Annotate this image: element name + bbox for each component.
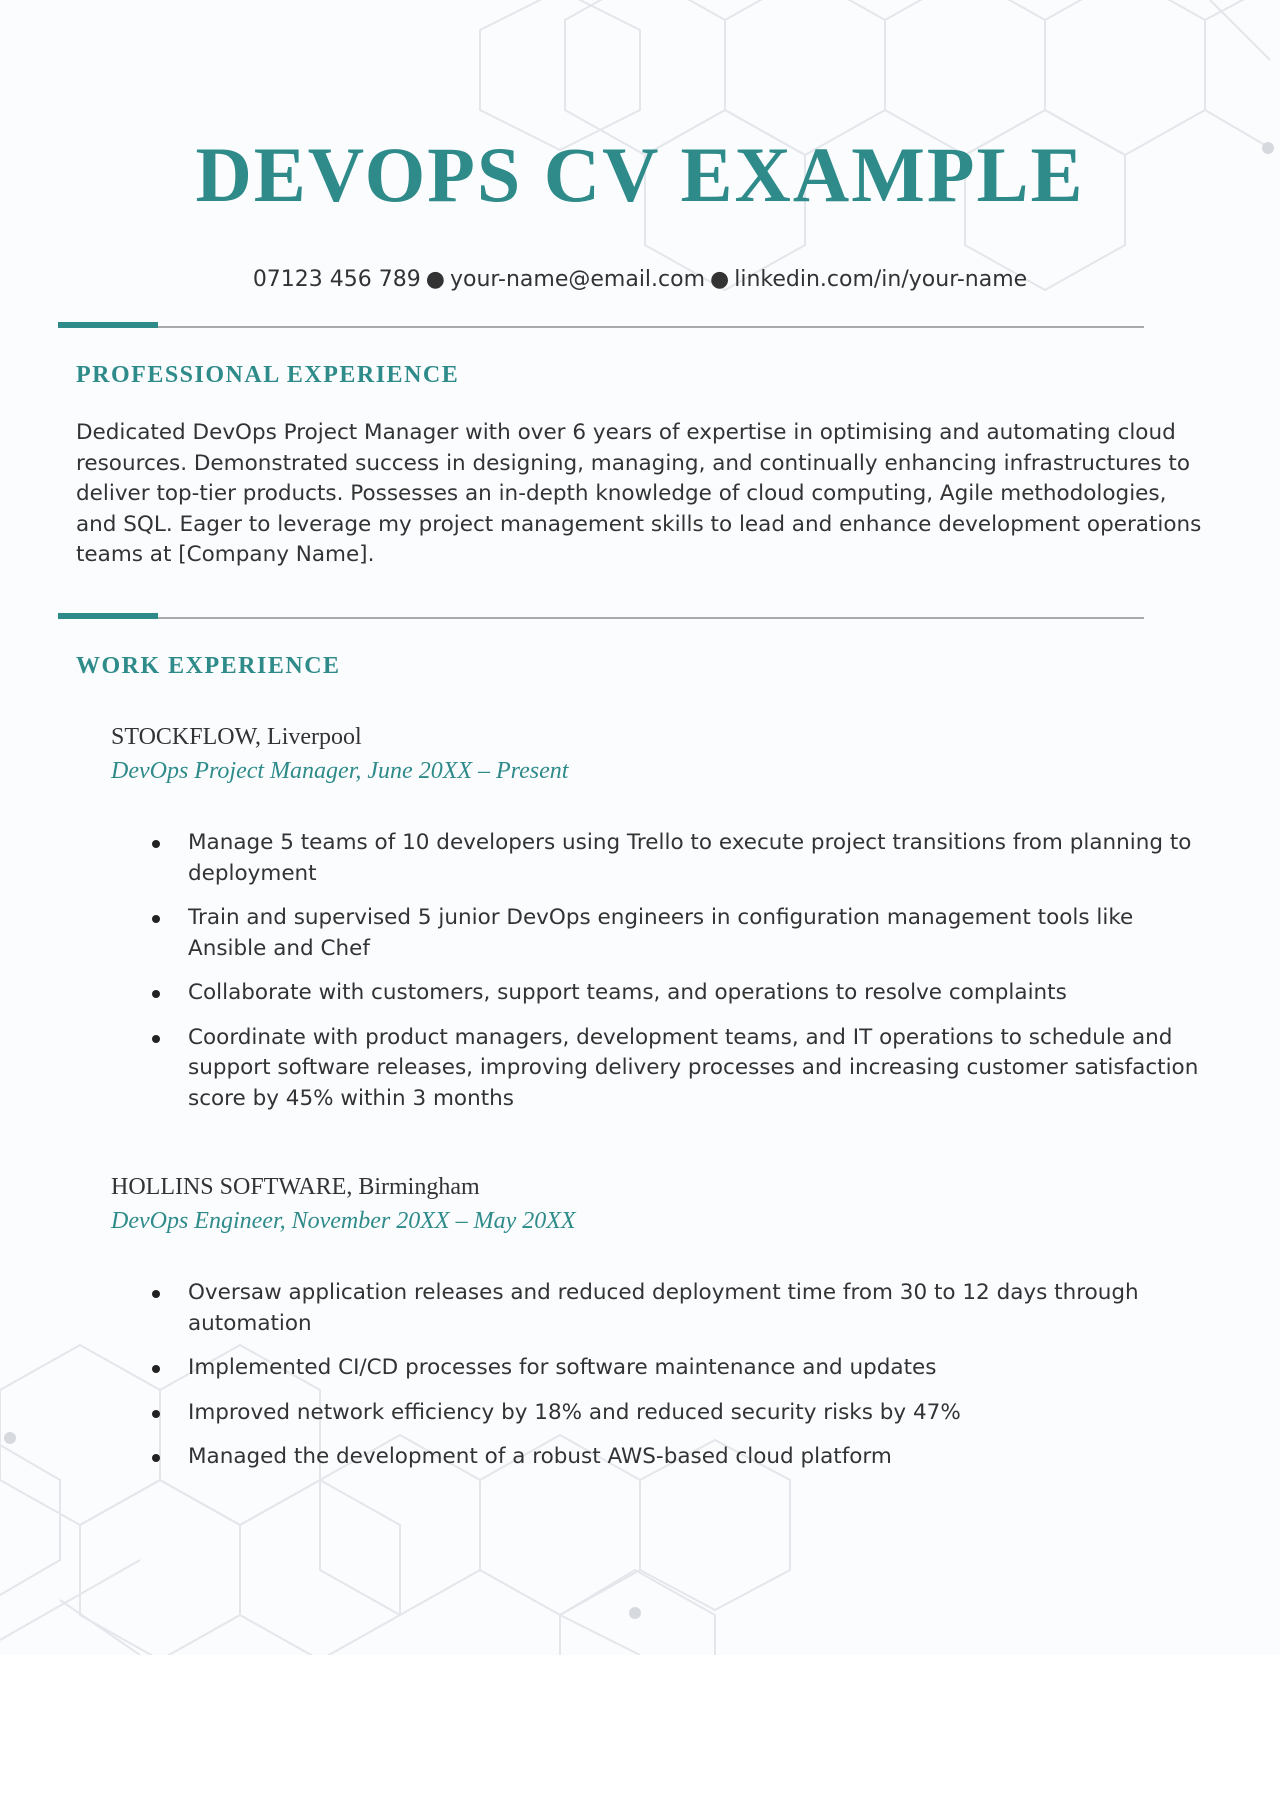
email-address: your-name@email.com <box>449 267 706 292</box>
list-item: Coordinate with product managers, development teams, and IT operations to schedule and support software releases, improving delivery processes and increasing customer satisfaction score by 45% within 3 months <box>111 1023 1211 1115</box>
linkedin-url: linkedin.com/in/your-name <box>734 267 1028 292</box>
job-bullet-list <box>111 1278 1211 1487</box>
divider-line <box>158 326 1144 328</box>
contact-line <box>0 267 1280 292</box>
list-item: Collaborate with customers, support teams, and operations to resolve complaints <box>111 978 1211 1009</box>
separator-dot: ● <box>425 267 445 292</box>
divider-accent <box>58 613 158 619</box>
section-divider <box>58 613 1144 621</box>
job-company: STOCKFLOW, Liverpool <box>111 724 362 750</box>
list-item: Train and supervised 5 junior DevOps engineers in configuration management tools like Ansible and Chef <box>111 903 1211 964</box>
job-role: DevOps Project Manager, June 20XX – Present <box>111 758 569 784</box>
job-bullet-list <box>111 828 1211 1128</box>
list-item: Oversaw application releases and reduced deployment time from 30 to 12 days through automation <box>111 1278 1211 1339</box>
job-entry <box>111 1170 1211 1469</box>
page-title: DEVOPS CV EXAMPLE <box>195 131 1085 218</box>
list-item: Implemented CI/CD processes for software maintenance and updates <box>111 1353 1211 1384</box>
profile-summary: Dedicated DevOps Project Manager with over 6 years of expertise in optimising and automating cloud resources. Demonstrated success in designing, managing, and continually enhancing infrastructures to deliver top-tier products. Possesses an in-depth knowledge of cloud computing, Agile methodologies, and SQL. Eager to leverage my project management skills to lead and enhance development operations teams at [Company Name]. <box>76 420 1202 567</box>
job-company: HOLLINS SOFTWARE, Birmingham <box>111 1174 480 1200</box>
phone-number: 07123 456 789 <box>252 267 421 292</box>
professional-experience-heading: PROFESSIONAL EXPERIENCE <box>76 362 460 388</box>
job-role: DevOps Engineer, November 20XX – May 20XX <box>111 1208 576 1234</box>
section-divider <box>58 322 1144 330</box>
divider-line <box>158 617 1144 619</box>
job-entry <box>111 720 1211 1111</box>
work-experience-heading: WORK EXPERIENCE <box>76 653 341 679</box>
list-item: Improved network efficiency by 18% and reduced security risks by 47% <box>111 1398 1211 1429</box>
list-item: Manage 5 teams of 10 developers using Trello to execute project transitions from planning to deployment <box>111 828 1211 889</box>
list-item: Managed the development of a robust AWS-based cloud platform <box>111 1442 1211 1473</box>
divider-accent <box>58 322 158 328</box>
separator-dot: ● <box>710 267 730 292</box>
